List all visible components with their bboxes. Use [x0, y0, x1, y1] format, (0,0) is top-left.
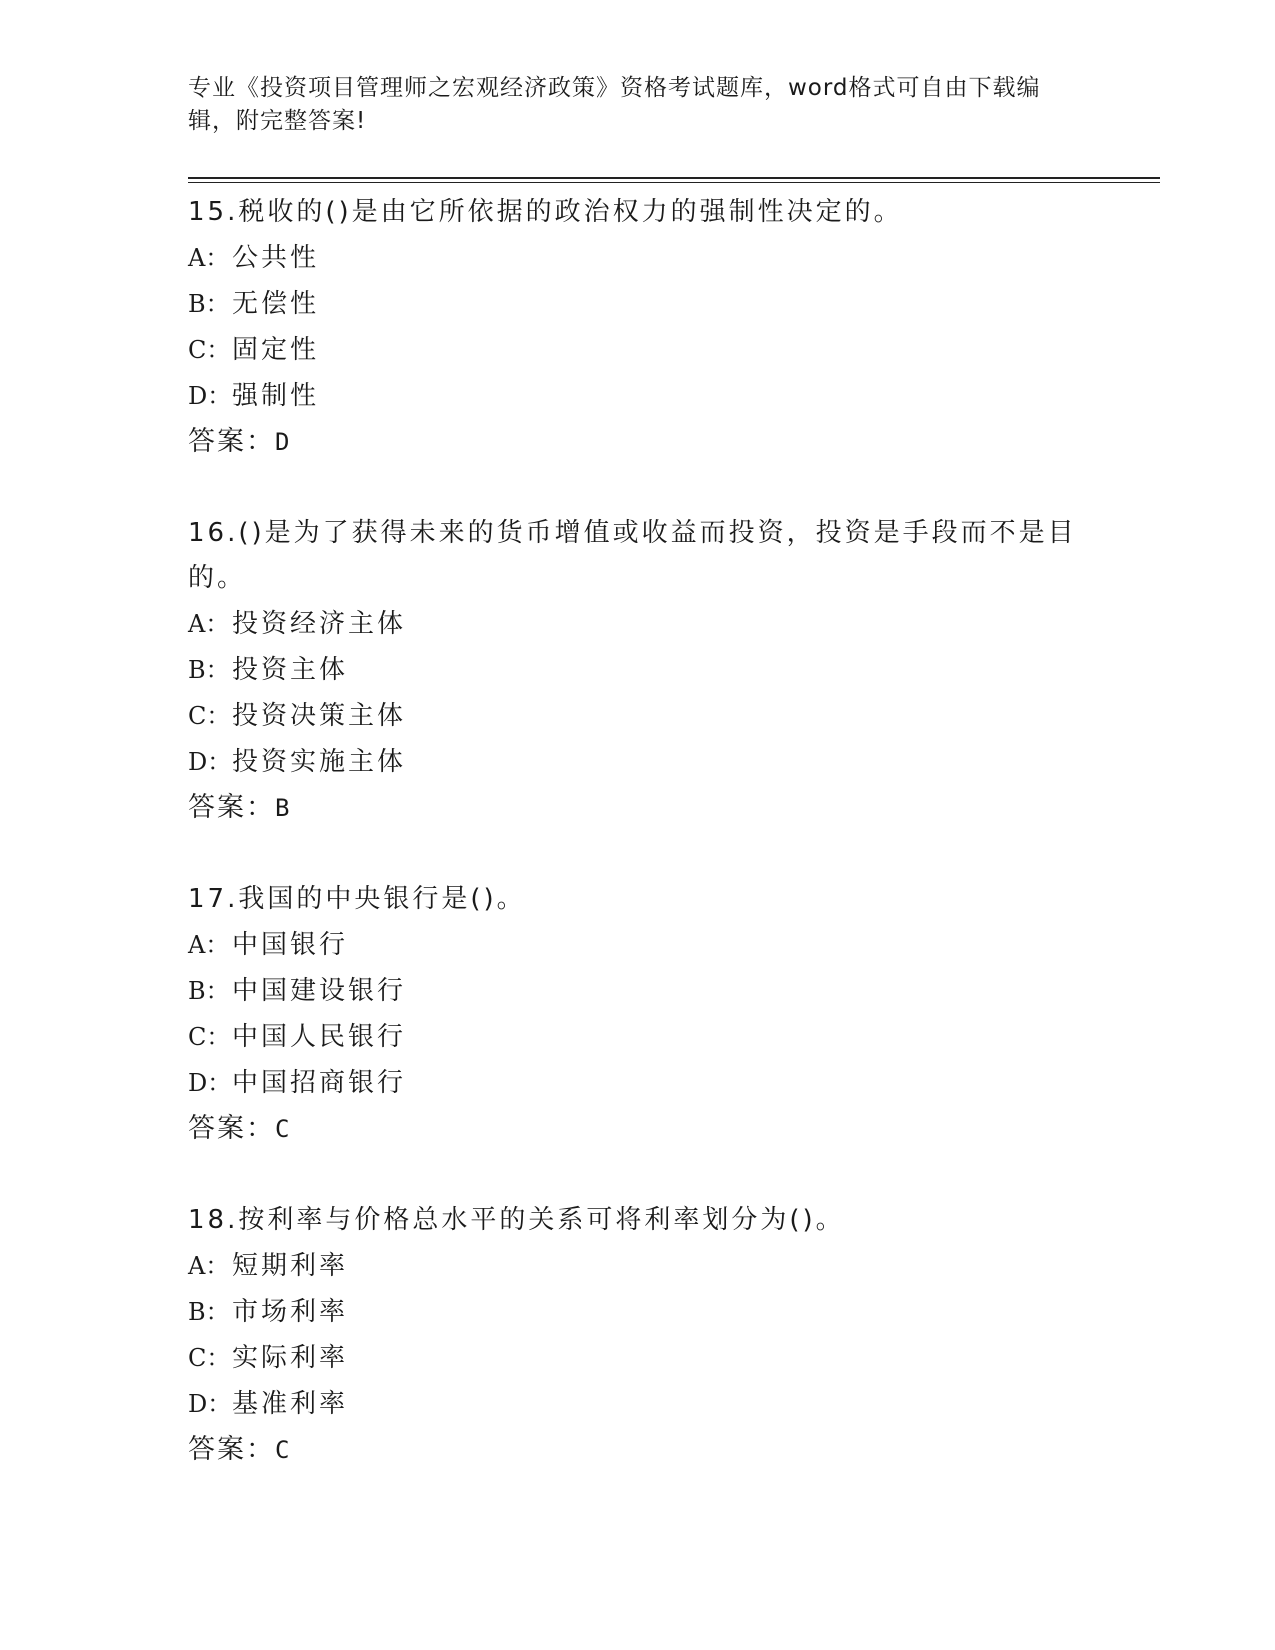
option-c: [188, 1335, 1088, 1381]
question-stem: 18.按利率与价格总水平的关系可将利率划分为()。: [188, 1205, 845, 1235]
option-key: A：: [188, 931, 230, 959]
option-b: [188, 1289, 1088, 1335]
option-key: B：: [188, 1298, 230, 1326]
question-18: [188, 1198, 1088, 1473]
option-text: 中国人民银行: [232, 1022, 407, 1052]
option-c: [188, 693, 1088, 739]
option-text: 短期利率: [232, 1251, 349, 1281]
question-16: [188, 511, 1088, 831]
option-text: 无偿性: [232, 289, 320, 319]
option-key: D：: [188, 382, 232, 410]
header-rule-thick: [188, 177, 1160, 179]
option-b: [188, 647, 1088, 693]
question-15: [188, 190, 1088, 465]
option-a: [188, 1243, 1088, 1289]
answer-value: C: [275, 1115, 292, 1143]
option-a: [188, 601, 1088, 647]
option-text: 投资决策主体: [232, 701, 407, 731]
option-text: 投资经济主体: [232, 609, 407, 639]
document-header: [188, 72, 1068, 138]
option-text: 中国建设银行: [232, 976, 407, 1006]
header-rule-thin: [188, 182, 1160, 183]
option-text: 强制性: [232, 381, 320, 411]
option-key: A：: [188, 1252, 230, 1280]
answer-line: [188, 1106, 1088, 1152]
option-c: [188, 327, 1088, 373]
header-line-1: 专业《投资项目管理师之宏观经济政策》资格考试题库，word格式可自由下载编: [188, 75, 1041, 101]
answer-label: 答案：: [188, 426, 275, 457]
answer-value: C: [275, 1436, 292, 1464]
question-stem: 17.我国的中央银行是()。: [188, 884, 526, 914]
option-key: D：: [188, 748, 232, 776]
option-key: B：: [188, 656, 230, 684]
option-text: 公共性: [232, 243, 320, 273]
option-a: [188, 922, 1088, 968]
question-17: [188, 877, 1088, 1152]
answer-line: [188, 1427, 1088, 1473]
option-d: [188, 1060, 1088, 1106]
option-text: 投资实施主体: [232, 747, 407, 777]
option-b: [188, 968, 1088, 1014]
option-d: [188, 373, 1088, 419]
question-stem-continued: 的。: [188, 563, 247, 593]
option-key: A：: [188, 610, 230, 638]
answer-value: B: [275, 794, 292, 822]
answer-line: [188, 785, 1088, 831]
option-d: [188, 739, 1088, 785]
option-key: B：: [188, 977, 230, 1005]
answer-line: [188, 419, 1088, 465]
answer-label: 答案：: [188, 1434, 275, 1465]
option-key: C：: [188, 702, 231, 730]
question-stem: 15.税收的()是由它所依据的政治权力的强制性决定的。: [188, 197, 903, 227]
option-text: 基准利率: [232, 1389, 349, 1419]
answer-value: D: [275, 428, 292, 456]
answer-label: 答案：: [188, 1113, 275, 1144]
option-key: A：: [188, 244, 230, 272]
option-key: D：: [188, 1069, 232, 1097]
option-key: B：: [188, 290, 230, 318]
option-text: 实际利率: [232, 1343, 349, 1373]
option-b: [188, 281, 1088, 327]
option-text: 中国银行: [232, 930, 349, 960]
option-text: 投资主体: [232, 655, 349, 685]
option-c: [188, 1014, 1088, 1060]
option-key: C：: [188, 1023, 231, 1051]
question-list: [188, 190, 1088, 1519]
question-stem: 16.()是为了获得未来的货币增值或收益而投资，投资是手段而不是目: [188, 518, 1077, 548]
option-key: C：: [188, 1344, 231, 1372]
option-key: C：: [188, 336, 231, 364]
option-d: [188, 1381, 1088, 1427]
option-key: D：: [188, 1390, 232, 1418]
answer-label: 答案：: [188, 792, 275, 823]
header-line-2: 辑，附完整答案!: [188, 108, 367, 134]
option-text: 中国招商银行: [232, 1068, 407, 1098]
option-a: [188, 235, 1088, 281]
option-text: 固定性: [232, 335, 320, 365]
option-text: 市场利率: [232, 1297, 349, 1327]
